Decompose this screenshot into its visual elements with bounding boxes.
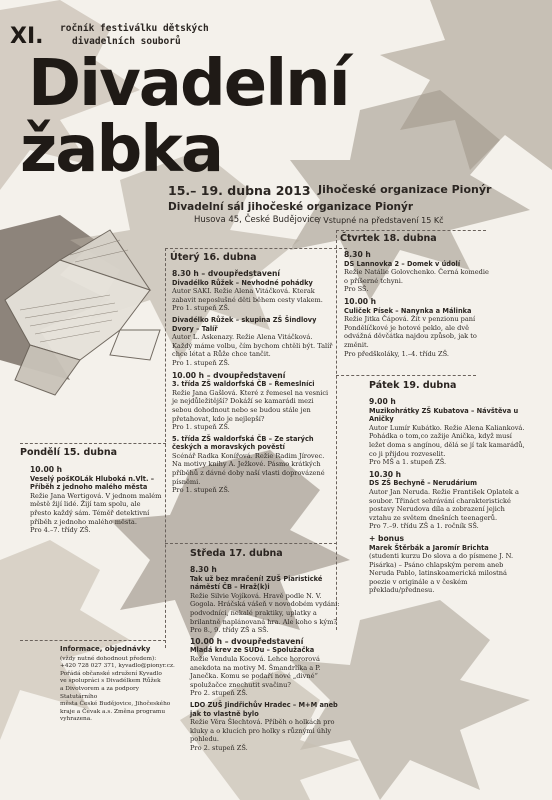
event-name: LDO ZUŠ Jindřichův Hradec – M+M aneb jak to vlastně bylo [190, 700, 338, 718]
divider-column-1 [165, 248, 166, 648]
wednesday-events [190, 566, 345, 752]
divider-wednesday-top [165, 543, 337, 544]
festival-venue: Divadelní sál jihočeské organizace Pionýr [168, 201, 414, 213]
divider-contact-top [20, 640, 166, 641]
festival-title-line1: Divadelní [28, 47, 349, 121]
event-wednesday-2 [190, 638, 345, 698]
event-name: DS ZŠ Bechyně – Nerudárium [369, 479, 477, 488]
contact-line: ve spolupráci s Divadélkem Růžek [60, 678, 161, 685]
edition-number: XI. [10, 24, 44, 49]
event-monday-1 [30, 466, 162, 535]
event-desc: Autor Jan Neruda. Režie František Oplatek a soubor. Třináct sehrávání charakteristické postavy Nerudova díla a zobrazení jejich vztahu ze světem dnešních teenagerů. [369, 487, 519, 522]
festival-address: Husova 45, České Budějovice [194, 215, 320, 225]
event-audience: Pro SŠ. [344, 285, 369, 294]
event-name: Culiček Písek – Nanynka a Málinka [344, 306, 472, 315]
festival-admission: / Vstupné na představení 15 Kč [318, 216, 444, 225]
event-time: 10.00 h – dvoupředstavení [172, 370, 286, 380]
event-time: 8.30 h [190, 565, 217, 574]
contact-line: +420 728 027 371, kyvadlo@pionyr.cz. [60, 663, 175, 670]
festival-title-line2: žabka [20, 113, 222, 187]
event-name: Mladá krev ze SUDu – Spolužačka [190, 646, 315, 655]
event-desc: Autor L. Askenazy. Režie Alena Vitáčková. Každý máme volbu, čím bychom chtěli být. Talíř chce létat a Růže chce tančit. [172, 333, 333, 359]
event-time: + bonus [369, 533, 404, 543]
event-name: Veselý pošKOLák Hluboká n.Vlt. – Příběh z jednoho malého města [30, 474, 155, 492]
event-wednesday-1 [190, 566, 345, 635]
event-audience: Pro 7.–9. třídu ZŠ a 1. ročník SŠ. [369, 522, 479, 531]
event-name: 5. třída ZŠ waldorfská ČB – Ze starých českých a moravských pověstí [172, 434, 314, 452]
event-friday-2 [369, 471, 527, 531]
festival-dates: 15.– 19. dubna 2013 [168, 183, 311, 198]
monday-events [30, 466, 162, 535]
divider-thursday-top [336, 230, 486, 231]
event-desc: Režie Silvie Vojíková. Hravě podle N. V. Gogola. Hráčská vášeň v novodobém vydání: podvodníci, nekalé praktiky, uplatky a brilantně naplánovaná hra. Ale koho s kým? [190, 591, 340, 626]
contact-info [60, 646, 178, 724]
event-audience: Pro 8., 9. třídy ZŠ a SŠ. [190, 626, 269, 635]
event-time: 8.30 h [344, 250, 371, 259]
event-desc: Režie Jana Gašlová. Které z řemesel na vesnici je nejdůležitější? Dokáží se kamarádi mezi sebou dohodnout nebo se budou stále jen přetahovat, kdo je nejlepší? [172, 388, 329, 423]
event-audience: Pro MŠ a 1. stupeň ZŠ. [369, 458, 447, 467]
event-desc: Režie Vendula Kocová. Lehce hororová anekdota na motivy M. Šmandrlíka a P. Janečka. Komu se podaří nové „divné“ spolužačce znechutit svačinu? [190, 654, 321, 689]
event-audience: Pro předškoláky, 1.–4. třídu ZŠ. [344, 349, 449, 358]
event-desc: Autor SAKI. Režie Alena Vitáčková. Kterak zabavit neposlušné děti během cesty vlakem. [172, 287, 323, 304]
event-audience: Pro 2. stupeň ZŠ. [190, 689, 248, 698]
friday-events [369, 398, 527, 595]
event-tuesday-4 [172, 435, 334, 495]
festival-organizer: Jihočeské organizace Pionýr [318, 183, 492, 196]
edition-text-line2: divadelních souborů [72, 36, 181, 47]
wednesday-heading: Středa 17. dubna [190, 548, 283, 559]
event-name: Divadélko Růžek – skupina ZŠ Šindlovy Dvory – Talíř [172, 315, 317, 333]
monday-heading: Pondělí 15. dubna [20, 447, 117, 458]
event-desc: Scénář Radka Konířová. Režie Radim Jírovec. Na motivy knihy A. Ježkové. Pásmo krátkých příběhů z dávné doby naší vlasti doprovázené písněmi. [172, 451, 325, 486]
contact-line: vyhrazena. [60, 716, 93, 723]
divider-tuesday-top [165, 248, 347, 249]
contact-line: kraje a Čevak a.s. Změna programu [60, 708, 166, 715]
event-tuesday-2 [172, 316, 334, 368]
divider-monday-top [20, 443, 166, 444]
event-desc: Režie Jitka Čápová. Žít v penzionu paní Pondělíčkové je hotové peklo, ale dvě odvážná děvčátka najdou způsob, jak to změnit. [344, 315, 477, 349]
friday-heading: Pátek 19. dubna [369, 380, 457, 391]
event-name: Muzikohrátky ZŠ Kubatova – Návštěva u Aničky [369, 406, 519, 424]
event-time: 10.00 h [30, 465, 63, 474]
event-desc: Režie Natálie Golovchenko. Černá komedie o příšerné tchyni. [344, 268, 489, 285]
event-time: 8.30 h – dvoupředstavení [172, 269, 281, 278]
event-name: 3. třída ZŠ waldorfská ČB – Řemeslníci [172, 380, 315, 389]
event-time: 10.00 h [344, 296, 377, 306]
event-audience: Pro 1. stupeň ZŠ. [172, 304, 230, 313]
event-desc: Autor Lumír Kubátko. Režie Alena Kalianková. Pohádka o tom,co zažije Anička, když musí ležet doma s angínou, dělá se jí tak kamarádů, co ji přijdou rozveselit. [369, 423, 525, 458]
contact-line: (vždy nutné dohodnout předem): [60, 655, 157, 662]
event-audience: Pro 1. stupeň ZŠ. [172, 486, 230, 495]
contact-line: a Divotvorem a za podpory Statutárního [60, 685, 140, 700]
event-friday-1 [369, 398, 527, 467]
event-name: Divadélko Růžek – Nevhodné pohádky [172, 278, 313, 287]
event-desc: (studenti kurzu Do slova a do písmene J. N. Pisárka) – Psáno chlapským perem aneb Neruda Pablo, latinskoamerická milostná poezie v originále a v českém překladu/přednesu. [369, 552, 514, 595]
event-name: Marek Štěrbák a Jaromír Brichta [369, 543, 489, 552]
event-wednesday-3 [190, 701, 345, 753]
event-name: DS Lannovka 2 – Domek v údolí [344, 259, 461, 268]
contact-line: Pořádá občanské sdružení Kyvadlo [60, 670, 162, 677]
tuesday-heading: Úterý 16. dubna [170, 252, 257, 263]
event-time: 9.00 h [369, 397, 396, 406]
event-audience: Pro 1. stupeň ZŠ. [172, 358, 230, 367]
thursday-events [344, 251, 494, 358]
edition-text-line1: ročník festiválku dětských [60, 23, 209, 34]
event-audience: Pro 2. stupeň ZŠ. [190, 743, 248, 752]
tuesday-events [172, 270, 334, 495]
event-thursday-1 [344, 251, 494, 294]
event-friday-bonus [369, 535, 527, 595]
event-name: Tak už bez mračení! ZUŠ Piaristické náměstí ČB – Hraž(k)i [190, 574, 323, 592]
event-desc: Režie Jana Wertigová. V jednom malém městě žijí lidé. Žijí tam spolu, ale přesto každý sám. Téměř detektivní příběh z jednoho malého města. [30, 491, 162, 526]
event-tuesday-1 [172, 270, 334, 313]
event-time: 10.30 h [369, 469, 402, 479]
divider-friday-top [336, 375, 476, 376]
event-tuesday-3 [172, 372, 334, 432]
event-audience: Pro 4.–7. třídy ZŠ. [30, 526, 91, 535]
thursday-heading: Čtvrtek 18. dubna [340, 233, 437, 244]
contact-heading: Informace, objednávky [60, 645, 151, 653]
event-time: 10.00 h – dvoupředstavení [190, 636, 304, 646]
event-desc: Režie Věra Šlechtová. Příběh o holkách pro kluky a o klucích pro holky s různými úhly pohledu. [190, 718, 335, 744]
event-audience: Pro 1. stupeň ZŠ. [172, 423, 230, 432]
contact-line: města České Budějovice, Jihočeského [60, 701, 171, 708]
event-thursday-2 [344, 298, 494, 358]
